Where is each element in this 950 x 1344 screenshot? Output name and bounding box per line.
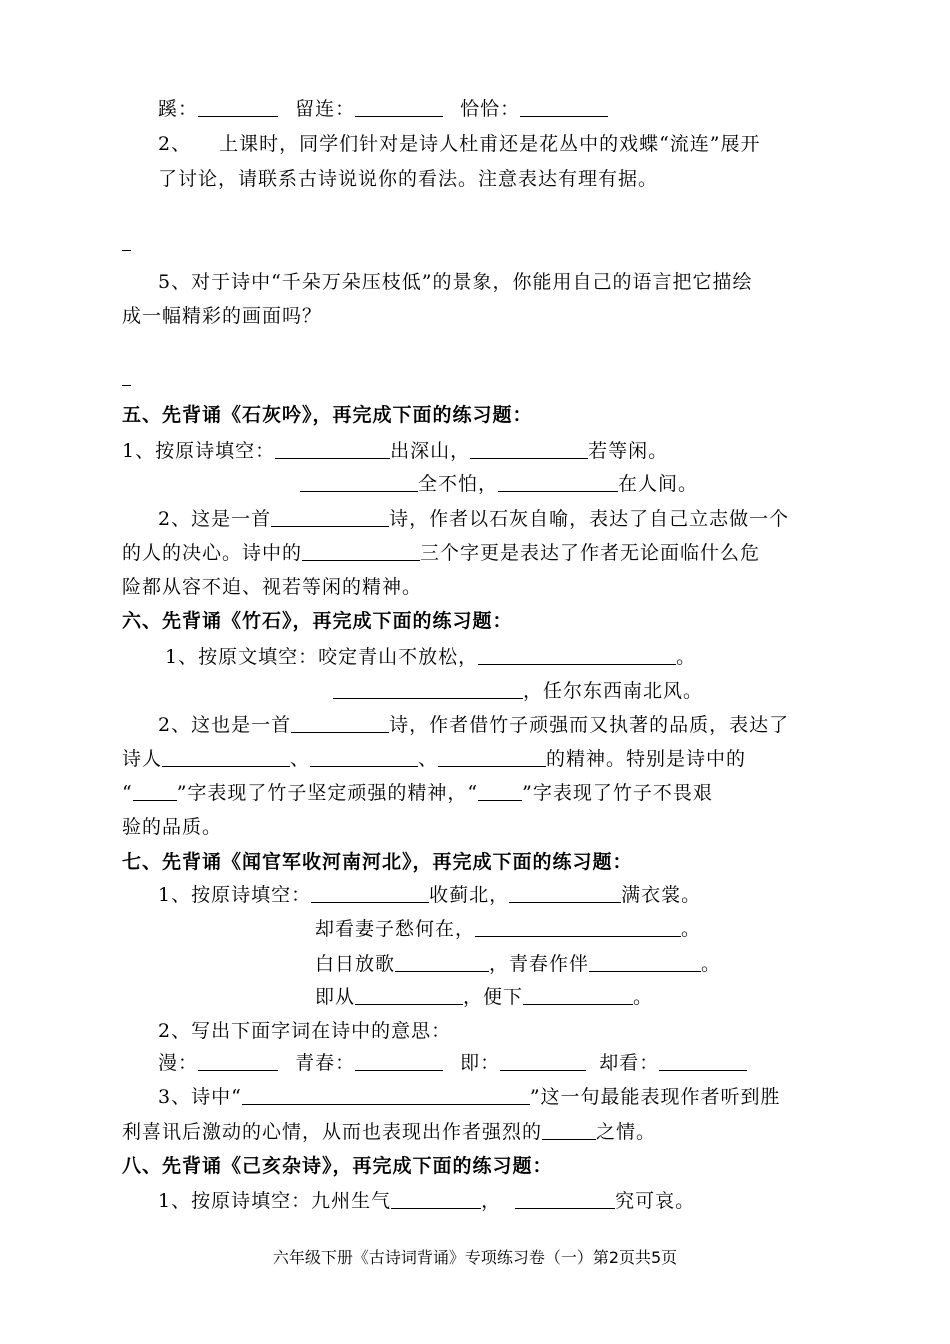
answer-blank[interactable] <box>589 951 701 972</box>
punctuation: 、 <box>418 748 439 770</box>
poem-text: 若等闲。 <box>588 440 669 462</box>
question-text: 的人的决心。诗中的 <box>122 542 303 564</box>
answer-blank[interactable] <box>333 678 523 699</box>
question-text: ”这一句最能表现作者听到胜 <box>529 1086 781 1108</box>
section-8-title: 八、先背诵《己亥杂诗》，再完成下面的练习题： <box>122 1155 553 1177</box>
word-label: 漫： <box>158 1052 199 1074</box>
s6-q2-line3 <box>122 780 713 806</box>
answer-blank[interactable] <box>271 506 389 527</box>
question-text: 诗人 <box>122 748 163 770</box>
question-text: 上课时，同学们针对是诗人杜甫还是花丛中的戏蝶“流连”展开 <box>219 133 761 155</box>
answer-blank[interactable] <box>542 1119 596 1140</box>
punctuation: “ <box>122 782 133 804</box>
question-text: ”字表现了竹子不畏艰 <box>522 782 713 804</box>
answer-blank[interactable] <box>391 1188 481 1209</box>
punctuation: 。 <box>633 986 654 1008</box>
punctuation: 、 <box>290 748 311 770</box>
poem-text: 即从 <box>315 986 356 1008</box>
word-label: 蹊： <box>158 98 199 120</box>
question-lead: 1、按原文填空：咬定青山不放松， <box>165 646 479 668</box>
s7-q3-line1 <box>158 1084 781 1110</box>
word-label: 留连： <box>295 98 356 120</box>
poem-text: 在人间。 <box>618 473 699 495</box>
answer-blank[interactable] <box>475 916 681 937</box>
s8-q1-line1 <box>158 1188 695 1214</box>
s7-q1-line1 <box>158 882 701 908</box>
poem-text: 出深山， <box>390 440 471 462</box>
vocab-line <box>158 96 608 122</box>
poem-text: 全不怕， <box>418 473 499 495</box>
question-text: 利喜讯后激动的心情，从而也表现出作者强烈的 <box>122 1121 543 1143</box>
punctuation: 。 <box>676 646 697 668</box>
s5-q2-line1 <box>158 506 789 532</box>
answer-blank[interactable] <box>291 712 389 733</box>
answer-blank[interactable] <box>355 1050 443 1071</box>
question-lead: 1、按原诗填空： <box>158 884 312 906</box>
answer-blank[interactable] <box>133 780 177 801</box>
answer-blank[interactable] <box>310 746 418 767</box>
answer-blank[interactable] <box>198 1050 278 1071</box>
question-text: 成一幅精彩的画面吗？ <box>122 305 323 327</box>
question-text: 诗，作者以石灰自喻，表达了自己立志做一个 <box>389 508 790 530</box>
answer-blank[interactable] <box>438 746 546 767</box>
question-text: 三个字更是表达了作者无论面临什么危 <box>420 542 761 564</box>
poem-text: 白日放歌 <box>315 953 396 975</box>
poem-text: ，青春作伴 <box>489 953 590 975</box>
question-text: 了讨论，请联系古诗说说你的看法。注意表达有理有据。 <box>158 168 659 190</box>
section-7-title: 七、先背诵《闻官军收河南河北》，再完成下面的练习题： <box>122 851 633 873</box>
answer-blank[interactable] <box>515 1188 615 1209</box>
question-number: 2、 <box>158 133 192 155</box>
answer-space-mark <box>122 250 131 251</box>
s5-q1-line1 <box>122 438 668 464</box>
question-text: ”字表现了竹子坚定顽强的精神，“ <box>176 782 479 804</box>
answer-blank[interactable] <box>478 780 522 801</box>
poem-text: 满衣裳。 <box>621 884 702 906</box>
punctuation: 。 <box>681 918 702 940</box>
question-text: 3、诗中“ <box>158 1086 242 1108</box>
question-text: 险都从容不迫、视若等闲的精神。 <box>122 576 423 598</box>
s6-q1-line2 <box>333 678 703 704</box>
question-text: 之情。 <box>596 1121 657 1143</box>
answer-blank[interactable] <box>509 882 621 903</box>
s5-q1-line2 <box>300 471 698 497</box>
word-label: 恰恰： <box>460 98 521 120</box>
section-6-title: 六、先背诵《竹石》，再完成下面的练习题： <box>122 610 513 632</box>
s7-q1-line4 <box>315 984 653 1010</box>
question-lead: 1、按原诗填空：九州生气 <box>158 1190 392 1212</box>
answer-blank[interactable] <box>355 96 443 117</box>
answer-blank[interactable] <box>242 1084 530 1105</box>
question-text: 验的品质。 <box>122 816 223 838</box>
s7-q2: 2、写出下面字词在诗中的意思： <box>158 1020 452 1042</box>
s7-q1-line3 <box>315 951 721 977</box>
word-label: 青春： <box>295 1052 356 1074</box>
section-5-title: 五、先背诵《石灰吟》，再完成下面的练习题： <box>122 404 533 426</box>
poem-text: 却看妻子愁何在， <box>315 918 476 940</box>
answer-blank[interactable] <box>311 882 429 903</box>
s6-q2-line2 <box>122 746 746 772</box>
word-label: 即： <box>460 1052 501 1074</box>
question-5: 5、对于诗中“千朵万朵压枝低”的景象，你能用自己的语言把它描绘 <box>158 271 753 293</box>
answer-blank[interactable] <box>659 1050 747 1071</box>
s5-q2-line2 <box>122 540 760 566</box>
answer-blank[interactable] <box>198 96 278 117</box>
word-label: 却看： <box>599 1052 660 1074</box>
answer-blank[interactable] <box>162 746 290 767</box>
answer-blank[interactable] <box>302 540 420 561</box>
answer-blank[interactable] <box>498 471 618 492</box>
question-text: 2、这也是一首 <box>158 714 292 736</box>
answer-blank[interactable] <box>355 984 463 1005</box>
poem-text: 究可哀。 <box>615 1190 696 1212</box>
punctuation: ， <box>481 1190 502 1212</box>
page-footer: 六年级下册《古诗词背诵》专项练习卷（一）第2页共5页 <box>272 1248 678 1267</box>
answer-blank[interactable] <box>500 1050 586 1071</box>
s6-q2-line1 <box>158 712 789 738</box>
s6-q1-line1 <box>165 644 696 670</box>
answer-blank[interactable] <box>478 644 676 665</box>
poem-text: ，便下 <box>463 986 524 1008</box>
s7-q3-line2 <box>122 1119 656 1145</box>
answer-space-mark <box>122 385 131 386</box>
question-text: 的精神。特别是诗中的 <box>546 748 747 770</box>
answer-blank[interactable] <box>523 984 633 1005</box>
punctuation: 。 <box>701 953 722 975</box>
answer-blank[interactable] <box>395 951 489 972</box>
s7-q1-line2 <box>315 916 701 942</box>
poem-text: ，任尔东西南北风。 <box>523 680 704 702</box>
answer-blank[interactable] <box>470 438 588 459</box>
question-2 <box>158 131 761 157</box>
poem-text: 收蓟北， <box>429 884 510 906</box>
answer-blank[interactable] <box>520 96 608 117</box>
answer-blank[interactable] <box>300 471 418 492</box>
question-lead: 1、按原诗填空： <box>122 440 276 462</box>
answer-blank[interactable] <box>275 438 390 459</box>
s7-vocab-line <box>158 1050 747 1076</box>
question-text: 诗，作者借竹子顽强而又执著的品质，表达了 <box>389 714 790 736</box>
question-text: 2、这是一首 <box>158 508 272 530</box>
